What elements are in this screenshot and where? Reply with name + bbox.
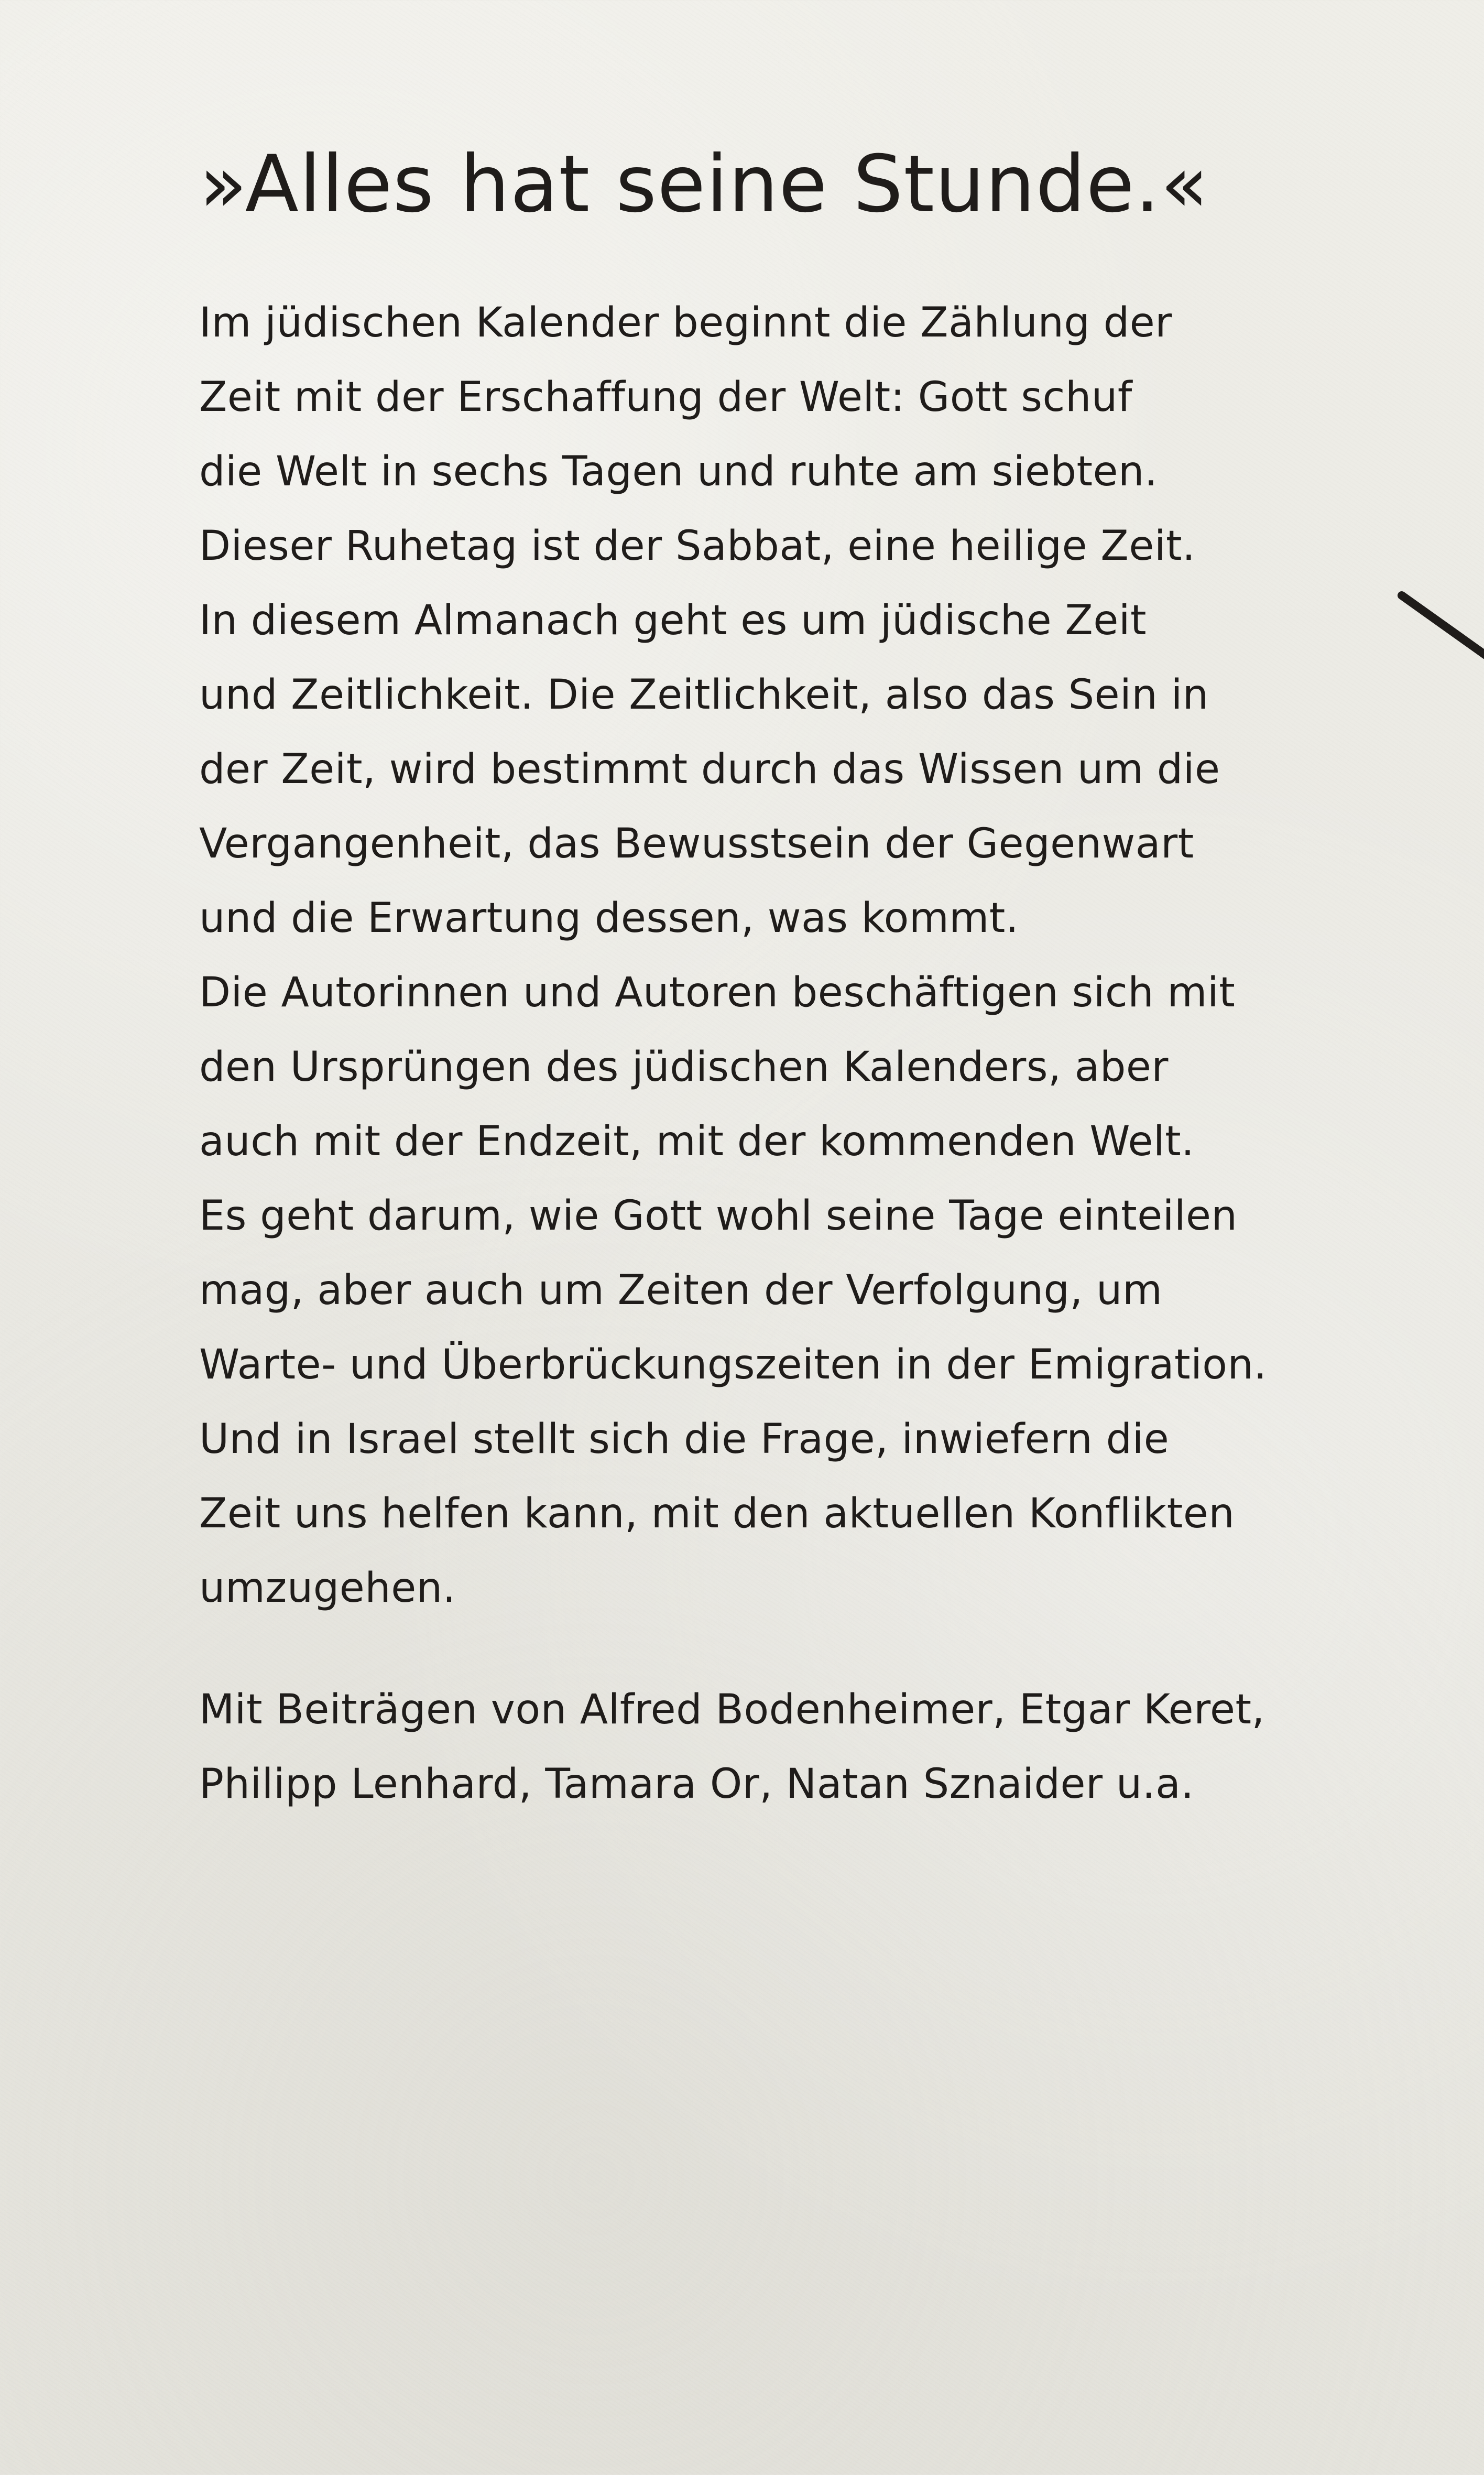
blurb-line: Warte- und Überbrückungszeiten in der Emigration. [199, 1341, 1267, 1388]
blurb-line: mag, aber auch um Zeiten der Verfolgung, um [199, 1267, 1163, 1314]
blurb-line: die Welt in sechs Tagen und ruhte am siebten. [199, 448, 1158, 495]
blurb-line: Dieser Ruhetag ist der Sabbat, eine heilige Zeit. [199, 523, 1196, 570]
blurb-line: den Ursprüngen des jüdischen Kalenders, aber [199, 1044, 1169, 1091]
blurb-line: In diesem Almanach geht es um jüdische Zeit [199, 597, 1147, 644]
blurb-line: Im jüdischen Kalender beginnt die Zählung der [199, 299, 1172, 346]
blurb-paragraph [199, 286, 1300, 1625]
contributors-line: Philipp Lenhard, Tamara Or, Natan Sznaider u.a. [199, 1761, 1194, 1808]
blurb-line: Die Autorinnen und Autoren beschäftigen sich mit [199, 969, 1236, 1016]
blurb-line: umzugehen. [199, 1565, 456, 1612]
blurb-line: auch mit der Endzeit, mit der kommenden Welt. [199, 1118, 1195, 1165]
clock-hand-decoration [1402, 587, 1484, 666]
blurb-line: Zeit mit der Erschaffung der Welt: Gott schuf [199, 374, 1132, 421]
blurb-line: Es geht darum, wie Gott wohl seine Tage einteilen [199, 1192, 1238, 1240]
blurb-line: Vergangenheit, das Bewusstsein der Gegenwart [199, 820, 1194, 867]
contributors-note [199, 1673, 1300, 1821]
blurb-line: Zeit uns helfen kann, mit den aktuellen Konflikten [199, 1490, 1235, 1537]
blurb-line: Und in Israel stellt sich die Frage, inwiefern die [199, 1416, 1170, 1463]
blurb-line: und die Erwartung dessen, was kommt. [199, 895, 1019, 942]
blurb-line: der Zeit, wird bestimmt durch das Wissen um die [199, 746, 1220, 793]
page-title: »Alles hat seine Stunde.« [199, 139, 1209, 230]
back-cover-text [199, 139, 1300, 1821]
contributors-line: Mit Beiträgen von Alfred Bodenheimer, Etgar Keret, [199, 1686, 1265, 1733]
blurb-line: und Zeitlichkeit. Die Zeitlichkeit, also das Sein in [199, 671, 1209, 719]
